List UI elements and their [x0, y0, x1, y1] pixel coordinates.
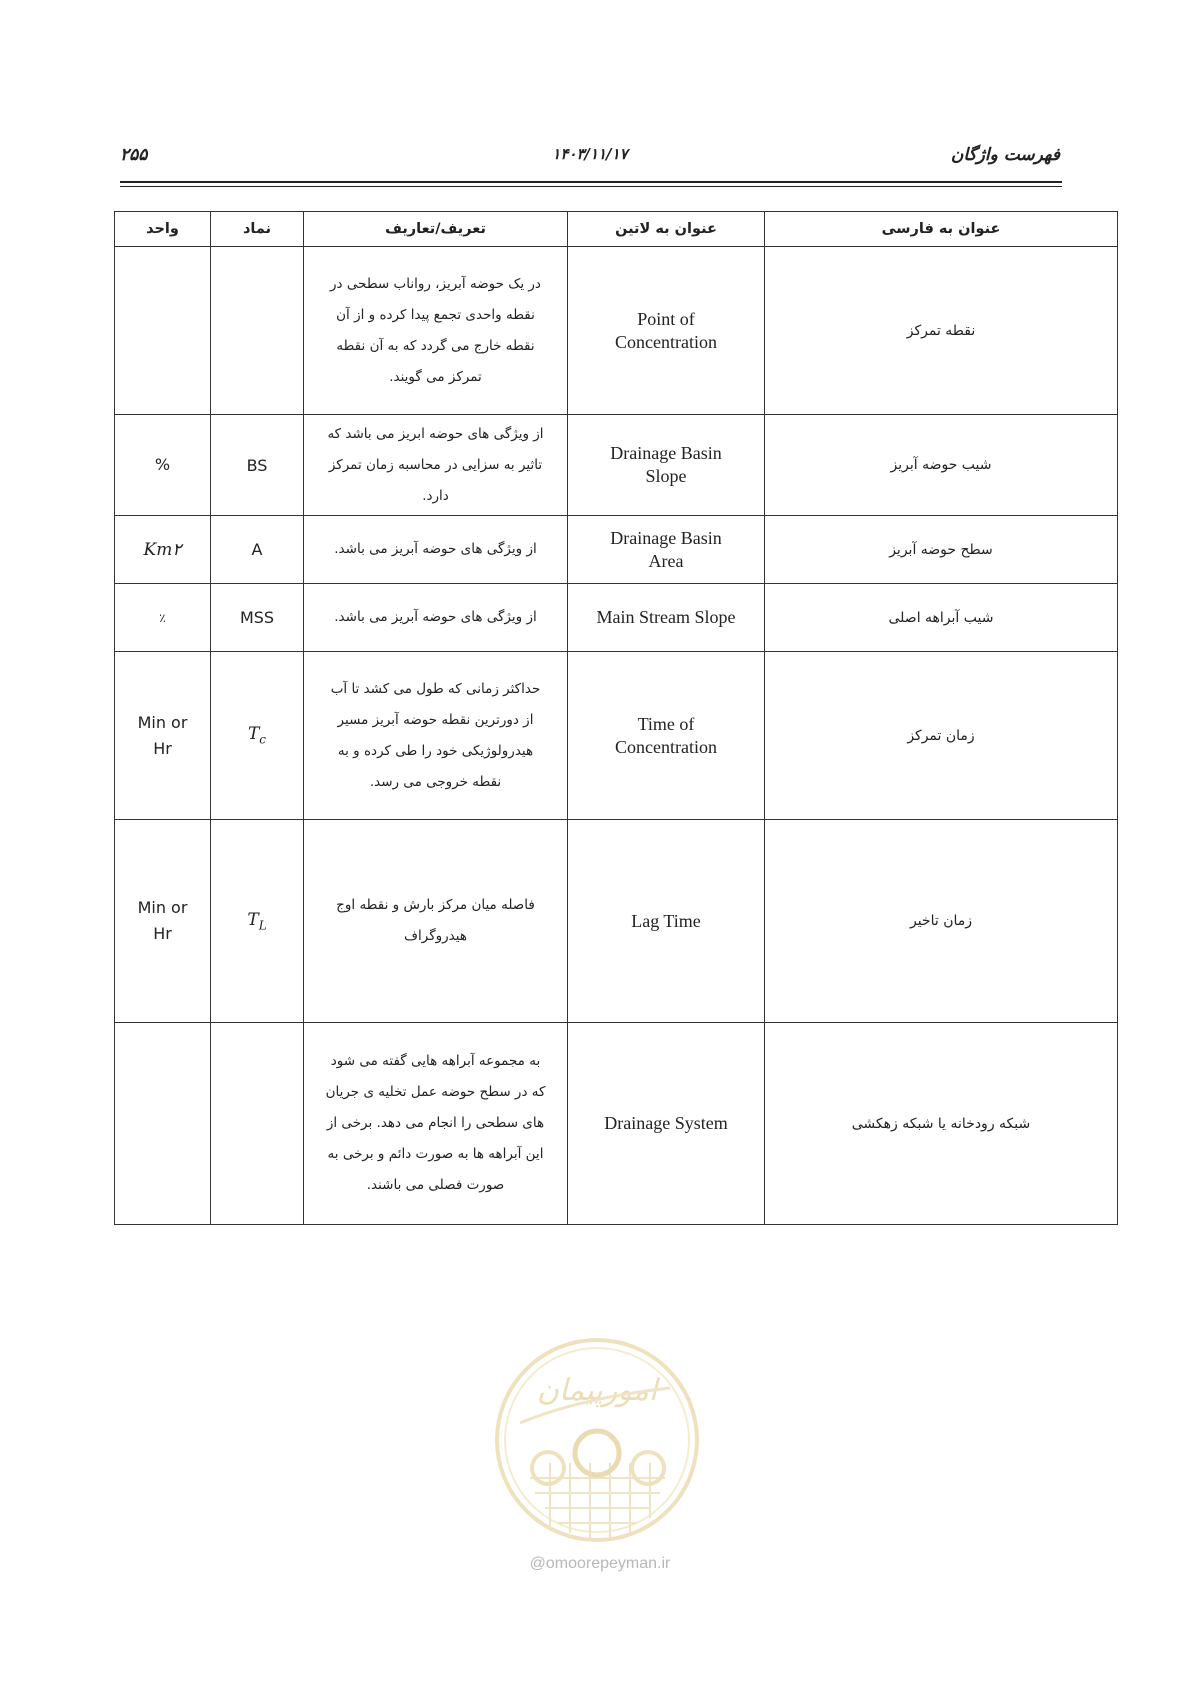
row-latin-title: Main Stream Slope	[568, 584, 765, 652]
row-latin-title: Time of Concentration	[568, 652, 765, 820]
row-symbol	[211, 1023, 304, 1225]
row-unit: ٪	[115, 584, 211, 652]
row-definition: از ویژگی های حوضه ابریز می باشد که تاثیر به سزایی در محاسبه زمان تمرکز دارد.	[304, 415, 568, 516]
row-unit: Km۲	[115, 516, 211, 584]
page-number: ۲۵۵	[120, 145, 148, 165]
row-symbol: BS	[211, 415, 304, 516]
row-symbol: MSS	[211, 584, 304, 652]
header-rule-thin	[120, 186, 1062, 187]
col-persian-title: عنوان به فارسی	[765, 212, 1118, 247]
table-row	[115, 820, 1118, 1023]
row-persian-title: زمان تاخیر	[765, 820, 1118, 1023]
row-definition: حداکثر زمانی که طول می کشد تا آب از دورترین نقطه حوضه آبریز مسیر هیدرولوژیکی خود را طی کرده و به نقطه خروجی می رسد.	[304, 652, 568, 820]
col-latin-title: عنوان به لاتین	[568, 212, 765, 247]
row-unit: %	[115, 415, 211, 516]
row-latin-title: Point of Concentration	[568, 247, 765, 415]
row-unit: Min or Hr	[115, 820, 211, 1023]
table-row	[115, 247, 1118, 415]
table-row	[115, 415, 1118, 516]
row-unit	[115, 247, 211, 415]
row-persian-title: شیب حوضه آبریز	[765, 415, 1118, 516]
header-date: ۱۴۰۳/۱۱/۱۷	[552, 145, 628, 163]
col-symbol: نماد	[211, 212, 304, 247]
watermark-logo	[490, 1328, 705, 1568]
excavator-icon	[632, 1452, 664, 1484]
col-unit: واحد	[115, 212, 211, 247]
col-definition: تعریف/تعاریف	[304, 212, 568, 247]
section-title: فهرست واژگان	[950, 145, 1060, 165]
watermark-logo-text: امورپیمان	[536, 1373, 658, 1408]
row-persian-title: سطح حوضه آبریز	[765, 516, 1118, 584]
scale-icon	[532, 1452, 564, 1484]
watermark-url: @omoorepeyman.ir	[529, 1555, 671, 1572]
row-persian-title: زمان تمرکز	[765, 652, 1118, 820]
table-row	[115, 1023, 1118, 1225]
row-unit	[115, 1023, 211, 1225]
row-persian-title: نقطه تمرکز	[765, 247, 1118, 415]
row-persian-title: شیب آبراهه اصلی	[765, 584, 1118, 652]
table-row	[115, 516, 1118, 584]
row-definition: از ویژگی های حوضه آبریز می باشد.	[304, 516, 568, 584]
row-latin-title: Drainage Basin Area	[568, 516, 765, 584]
row-persian-title: شبکه رودخانه یا شبکه زهکشی	[765, 1023, 1118, 1225]
row-definition: در یک حوضه آبریز، رواناب سطحی در نقطه واحدی تجمع پیدا کرده و از آن نقطه خارج می گردد که به آن نقطه تمرکز می گویند.	[304, 247, 568, 415]
row-definition: فاصله میان مرکز بارش و نقطه اوج هیدروگراف	[304, 820, 568, 1023]
row-symbol: $T_L$	[211, 820, 304, 1023]
row-definition: از ویژگی های حوضه آبریز می باشد.	[304, 584, 568, 652]
table-row	[115, 584, 1118, 652]
header-rule	[120, 181, 1062, 183]
row-unit: Min or Hr	[115, 652, 211, 820]
row-symbol: $T_c$	[211, 652, 304, 820]
row-latin-title: Lag Time	[568, 820, 765, 1023]
glossary-table	[114, 211, 1118, 1225]
row-latin-title: Drainage Basin Slope	[568, 415, 765, 516]
row-symbol: A	[211, 516, 304, 584]
gear-icon	[575, 1431, 619, 1475]
table-row	[115, 652, 1118, 820]
watermark-ring	[497, 1340, 697, 1540]
row-symbol	[211, 247, 304, 415]
page-header	[120, 145, 1060, 175]
row-latin-title: Drainage System	[568, 1023, 765, 1225]
table-header-row	[115, 212, 1118, 247]
row-definition: به مجموعه آبراهه هایی گفته می شود که در سطح حوضه عمل تخلیه ی جریان های سطحی را انجام می دهد. برخی از این آبراهه ها به صورت دائم و برخی به صورت فصلی می باشند.	[304, 1023, 568, 1225]
